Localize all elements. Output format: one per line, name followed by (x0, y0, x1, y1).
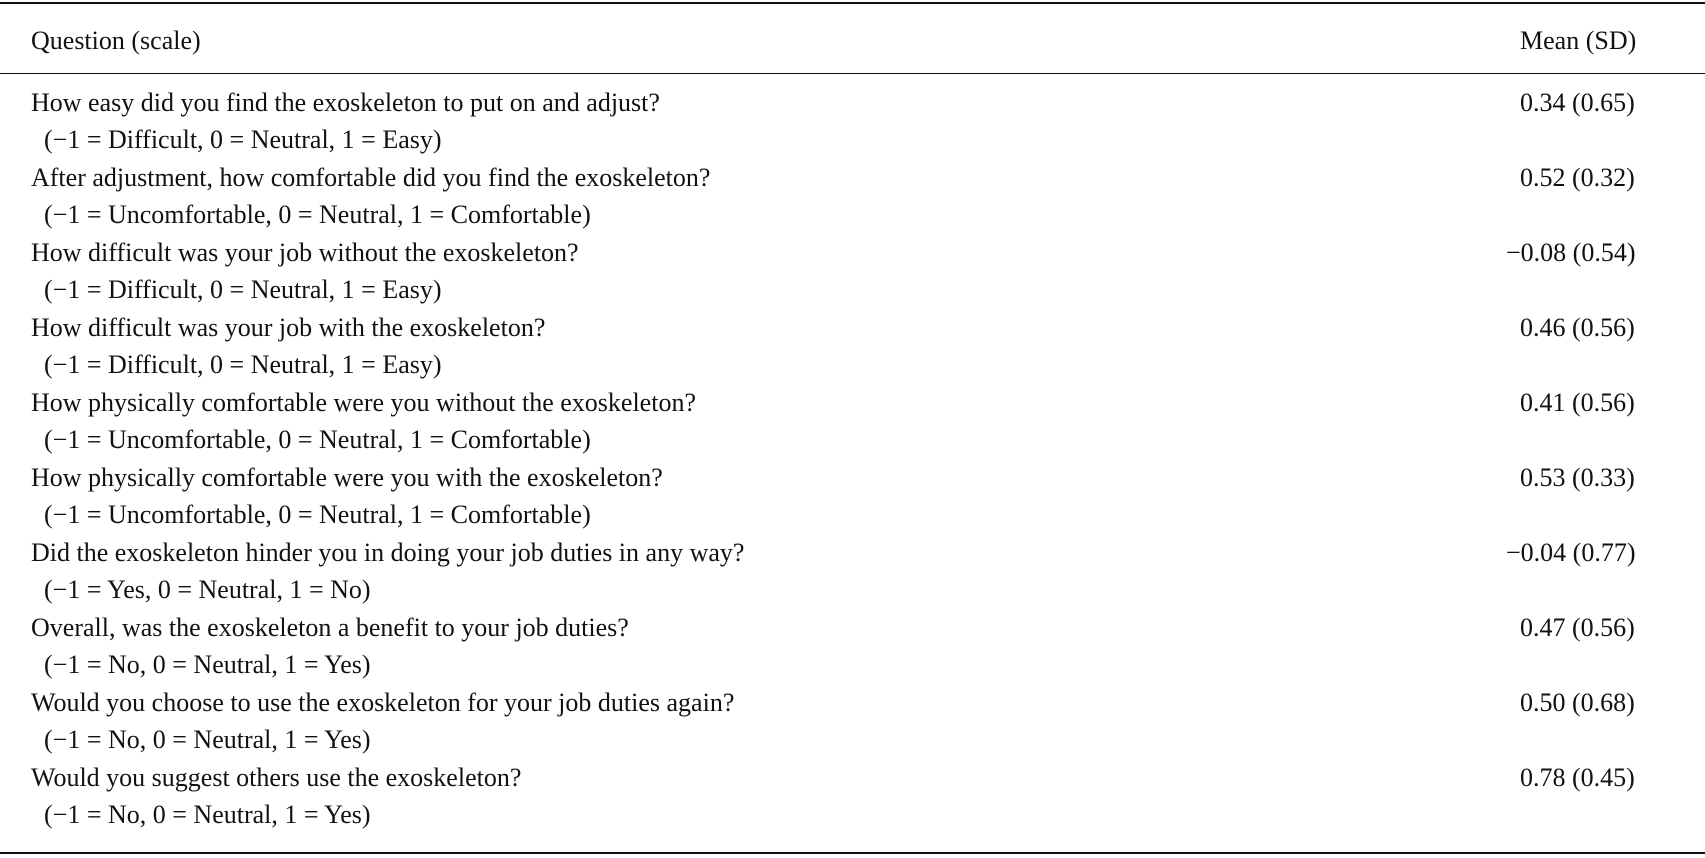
question-scale: (−1 = No, 0 = Neutral, 1 = Yes) (44, 800, 371, 829)
table-row (0, 763, 1705, 838)
table-row (0, 538, 1705, 613)
question-text: How difficult was your job with the exoskeleton? (31, 313, 546, 342)
question-text: How physically comfortable were you without the exoskeleton? (31, 388, 696, 417)
question-text: How easy did you find the exoskeleton to put on and adjust? (31, 88, 660, 117)
question-scale: (−1 = No, 0 = Neutral, 1 = Yes) (44, 650, 371, 679)
mean-sd-value: 0.41 (0.56) (1520, 388, 1635, 417)
question-scale: (−1 = Uncomfortable, 0 = Neutral, 1 = Comfortable) (44, 500, 591, 529)
question-scale: (−1 = Difficult, 0 = Neutral, 1 = Easy) (44, 125, 442, 154)
question-text: Would you suggest others use the exoskeleton? (31, 763, 522, 792)
mean-sd-value: 0.46 (0.56) (1520, 313, 1635, 342)
table-row (0, 88, 1705, 163)
mean-sd-value: 0.78 (0.45) (1520, 763, 1635, 792)
table-bottom-rule (0, 852, 1705, 854)
question-text: How physically comfortable were you with the exoskeleton? (31, 463, 663, 492)
mean-sd-value: 0.47 (0.56) (1520, 613, 1635, 642)
question-text: Did the exoskeleton hinder you in doing your job duties in any way? (31, 538, 745, 567)
mean-sd-value: 0.34 (0.65) (1520, 88, 1635, 117)
mean-sd-value: 0.52 (0.32) (1520, 163, 1635, 192)
question-scale: (−1 = Difficult, 0 = Neutral, 1 = Easy) (44, 275, 442, 304)
question-text: Overall, was the exoskeleton a benefit to your job duties? (31, 613, 629, 642)
question-text: Would you choose to use the exoskeleton for your job duties again? (31, 688, 735, 717)
question-scale: (−1 = Uncomfortable, 0 = Neutral, 1 = Comfortable) (44, 425, 591, 454)
mean-sd-value: −0.04 (0.77) (1506, 538, 1636, 567)
header-mean-sd: Mean (SD) (1520, 26, 1637, 55)
table-row (0, 163, 1705, 238)
table-row (0, 613, 1705, 688)
mean-sd-value: −0.08 (0.54) (1506, 238, 1636, 267)
question-scale: (−1 = No, 0 = Neutral, 1 = Yes) (44, 725, 371, 754)
table-row (0, 463, 1705, 538)
mean-sd-value: 0.53 (0.33) (1520, 463, 1635, 492)
mean-sd-value: 0.50 (0.68) (1520, 688, 1635, 717)
table-row (0, 688, 1705, 763)
table-row (0, 238, 1705, 313)
question-scale: (−1 = Difficult, 0 = Neutral, 1 = Easy) (44, 350, 442, 379)
question-scale: (−1 = Yes, 0 = Neutral, 1 = No) (44, 575, 371, 604)
question-scale: (−1 = Uncomfortable, 0 = Neutral, 1 = Comfortable) (44, 200, 591, 229)
header-question-scale: Question (scale) (31, 26, 201, 55)
question-text: After adjustment, how comfortable did you find the exoskeleton? (31, 163, 711, 192)
question-text: How difficult was your job without the exoskeleton? (31, 238, 579, 267)
table-row (0, 388, 1705, 463)
table-row (0, 313, 1705, 388)
table-top-rule (0, 2, 1705, 4)
table-header-rule (0, 73, 1705, 74)
